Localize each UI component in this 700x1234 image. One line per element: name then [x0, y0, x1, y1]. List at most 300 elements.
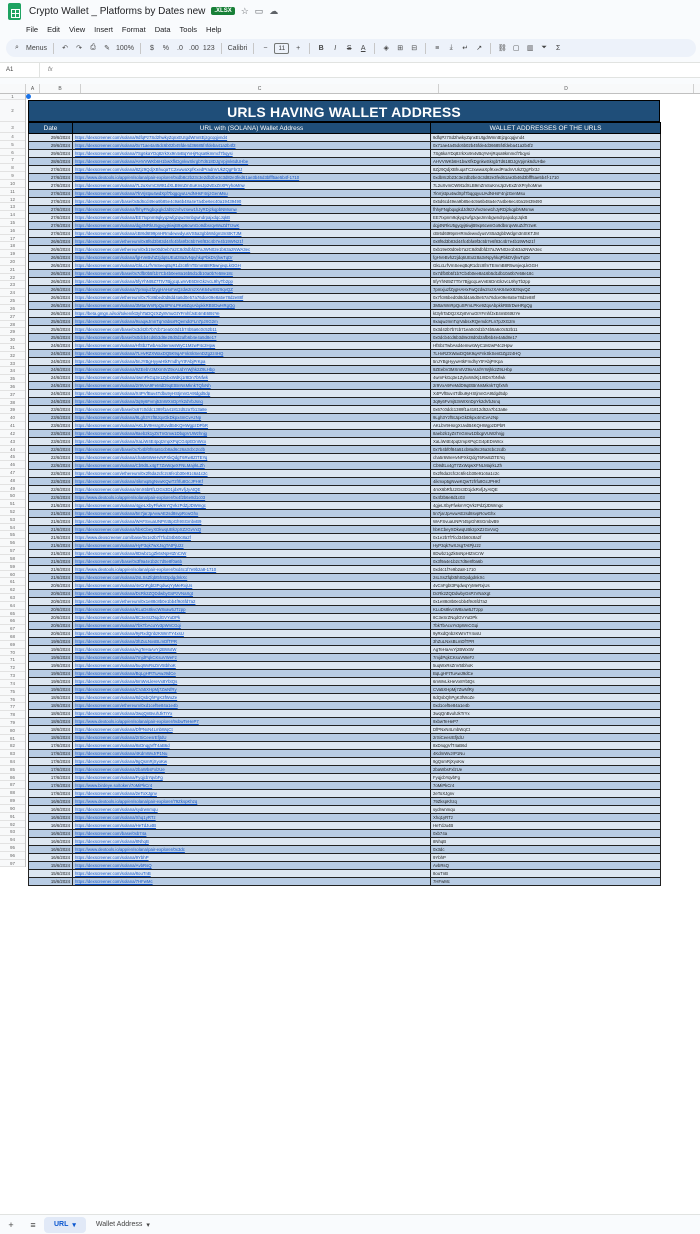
- cell-url[interactable]: https://dexscreener.com/solana/BqLgHFtTuAwJ9dCe: [73, 670, 431, 678]
- cell-url[interactable]: https://dexscreener.com/solana/7HFwMc: [73, 878, 431, 886]
- row-header[interactable]: 49: [0, 485, 25, 493]
- cell-url[interactable]: https://www.dextools.io/app/en/solana/pair-explorer/0x4f2b6e8d1c03: [73, 494, 431, 502]
- cell-address[interactable]: CVa5XHpMj7ZwNfRy: [431, 686, 661, 694]
- menu-item-tools[interactable]: Tools: [179, 24, 198, 34]
- spreadsheet-grid[interactable]: [0, 84, 700, 1214]
- row-header[interactable]: 44: [0, 446, 25, 454]
- cell-url[interactable]: https://dexscreener.com/solana/cha5r6WeHvNPXkQdgT6Rw8ZtTEYq: [73, 454, 431, 462]
- cell-date[interactable]: 28/6/2024: [29, 158, 73, 166]
- cell-url[interactable]: https://dexscreener.com/solana/sydrwnmqu: [73, 806, 431, 814]
- cell-date[interactable]: 21/6/2024: [29, 518, 73, 526]
- cell-date[interactable]: 21/6/2024: [29, 542, 73, 550]
- row-header[interactable]: 14: [0, 211, 25, 219]
- bold-icon[interactable]: B: [318, 44, 324, 52]
- cell-url[interactable]: https://dexscreener.com/solana/8NhqB: [73, 838, 431, 846]
- cell-address[interactable]: 4wmFkGq3e1ZybxWdKj1r8Dn7bNfwk: [431, 374, 661, 382]
- cell-url[interactable]: https://dexscreener.com/base/0x7b4bf0f84a51cb8ad6c26a3cbc2cdb: [73, 446, 431, 454]
- row-header[interactable]: 84: [0, 758, 25, 766]
- number-format-button[interactable]: 123: [202, 44, 215, 52]
- cell-url[interactable]: https://dexscreener.com/solana/2baWbsFxlzUe: [73, 766, 431, 774]
- row-header[interactable]: 24: [0, 289, 25, 297]
- cell-date[interactable]: 20/6/2024: [29, 598, 73, 606]
- row-header[interactable]: 42: [0, 430, 25, 438]
- menu-item-file[interactable]: File: [26, 24, 39, 34]
- cell-url[interactable]: https://dexscreener.com/solana/7mjdPqkCKsuVWeFz: [73, 654, 431, 662]
- cell-date[interactable]: 22/6/2024: [29, 494, 73, 502]
- row-header[interactable]: 20: [0, 258, 25, 266]
- cell-address[interactable]: 3MtarWnRpQuSPmLPKe9ZqsAbpkkRBtrDwHRgQg: [431, 302, 661, 310]
- cell-date[interactable]: 22/6/2024: [29, 454, 73, 462]
- merge-cells-icon[interactable]: ⊟: [411, 45, 418, 52]
- row-header[interactable]: 88: [0, 789, 25, 797]
- row-header[interactable]: 4: [0, 133, 25, 141]
- cell-url[interactable]: https://dexscreener.com/solana/5fyYhNt9Z7TtV7BjgcqLwVvE6DnGkzvcL9hyTb2pp: [73, 278, 431, 286]
- row-header[interactable]: 17: [0, 235, 25, 243]
- row-header[interactable]: 51: [0, 500, 25, 508]
- cell-date[interactable]: 27/6/2024: [29, 174, 73, 182]
- row-header[interactable]: 32: [0, 352, 25, 360]
- cell-date[interactable]: 27/6/2024: [29, 206, 73, 214]
- row-header[interactable]: 96: [0, 852, 25, 860]
- menu-item-edit[interactable]: Edit: [47, 24, 61, 34]
- cell-url[interactable]: https://www.dextools.io/app/en/solana/pair-explorer/79ZkspKhzq: [73, 798, 431, 806]
- cell-url[interactable]: https://dexscreener.com/solana/7pmxjuzfZygHAHxFwQzdw2rxzXAK64wX8z9qvQZ: [73, 286, 431, 294]
- cell-date[interactable]: 21/6/2024: [29, 510, 73, 518]
- row-header[interactable]: 10: [0, 180, 25, 188]
- cell-address[interactable]: 0x71ae4a45dc6b02b45fde4d36685f4fdeba41a2b4f2: [431, 142, 661, 150]
- row-header[interactable]: 43: [0, 438, 25, 446]
- cell-date[interactable]: 24/6/2024: [29, 382, 73, 390]
- row-header[interactable]: 81: [0, 735, 25, 743]
- cell-address[interactable]: 0x3f9a4e1b2c7d5e8f0a6b: [431, 558, 661, 566]
- cell-address[interactable]: kt3yhTaDQzXZy8VnuGtYFmhfJxE4mE6t9zYe: [431, 310, 661, 318]
- cell-address[interactable]: EE7Ixpnm9qkyqzwfgzqwJmnbgwndrpajxdqcJqkB: [431, 214, 661, 222]
- star-icon[interactable]: ☆: [240, 5, 249, 16]
- cell-date[interactable]: 17/6/2024: [29, 766, 73, 774]
- strikethrough-icon[interactable]: S: [346, 44, 352, 52]
- row-header[interactable]: 92: [0, 821, 25, 829]
- cell-url[interactable]: https://dexscreener.com/solana/4gjeLXbyFfwkmYQVkzPdZjJDWmgc: [73, 502, 431, 510]
- cell-address[interactable]: 5fyYhNt9Z7TtV7BjgcqLwVvE6DnGkzvcL9hyTb2pp: [431, 278, 661, 286]
- cell-address[interactable]: 2baWbsFxlzUe: [431, 766, 661, 774]
- cell-address[interactable]: dqj4NRkU5gyqyj6iwjB9xp6cwnGo9dbsrqvWuZdTrzwK: [431, 222, 661, 230]
- cell-date[interactable]: 27/6/2024: [29, 166, 73, 174]
- cell-address[interactable]: 7oMiPkCr4: [431, 782, 661, 790]
- row-header[interactable]: 6: [0, 149, 25, 157]
- cell-url[interactable]: https://dexscreener.com/ethereum/0xd1cef5e84a1e4b: [73, 702, 431, 710]
- cell-url[interactable]: https://dexscreener.com/base/0x7dfb0b5f1b7Cb4b0ee8a16b5d1db10a0b7e58e18c: [73, 270, 431, 278]
- cell-date[interactable]: 18/6/2024: [29, 694, 73, 702]
- row-header[interactable]: 76: [0, 696, 25, 704]
- cell-address[interactable]: 0xb19e00d0eb7a2C8d0dbfd37aJWN02e1b63a2NWA3ec: [431, 246, 661, 254]
- cell-address[interactable]: 5nJYBgHyywHtkFmdhyYtFAbjPrKpa: [431, 358, 661, 366]
- cell-url[interactable]: https://dexscreener.com/solana/XaLiW4E4pqtzmpXPqCG4pEDnWcx: [73, 438, 431, 446]
- cell-url[interactable]: https://dexscreener.com/solana/HfSbzTwbAsd4emwsWyC1MzwP4c2Hpw: [73, 342, 431, 350]
- cell-url[interactable]: https://dexscreener.com/solana/3q9y6Fvmj53nWXnDpYk2dVbJsnq: [73, 398, 431, 406]
- cell-address[interactable]: WAFSvuaUNPrt45pGh9SGmbvB9: [431, 518, 661, 526]
- row-header[interactable]: 71: [0, 656, 25, 664]
- cell-address[interactable]: AKLbV9HsrgXUvdB4KQHWgpzDPbR: [431, 422, 661, 430]
- cell-url[interactable]: https://dexscreener.com/solana/4wmFkGq3e1ZybxWdKj1r8Dn7bNfwk: [73, 374, 431, 382]
- document-title[interactable]: Crypto Wallet _ Platforms by Dates new: [29, 5, 206, 17]
- cell-url[interactable]: https://dexscreener.com/solana/2sLSsZfqbt5hSDpdgdnkXc: [73, 574, 431, 582]
- row-header[interactable]: 30: [0, 336, 25, 344]
- cell-date[interactable]: 17/6/2024: [29, 758, 73, 766]
- cell-address[interactable]: AgTeHaAvYj2BWxtW: [431, 646, 661, 654]
- cell-address[interactable]: 0xd1cef5e84a1e4b: [431, 702, 661, 710]
- cell-date[interactable]: 26/6/2024: [29, 294, 73, 302]
- row-header[interactable]: 37: [0, 391, 25, 399]
- row-header[interactable]: 21: [0, 266, 25, 274]
- cell-address[interactable]: GkLcLrfVmSeeqBqR1dzc8fmTEmmB8R5wnjeqLkGGH: [431, 262, 661, 270]
- move-icon[interactable]: ▭: [254, 5, 264, 16]
- fill-color-icon[interactable]: ◈: [383, 45, 389, 52]
- row-header[interactable]: 39: [0, 406, 25, 414]
- cell-url[interactable]: https://dexscreener.com/solana/9Lgh3Yzf5tJqxGkDkpx4mCvAzNp: [73, 414, 431, 422]
- cell-address[interactable]: 7L2uXvmCW9t1dXLB9mZmSuKnsJp2vExZnXPryhoMnw: [431, 182, 661, 190]
- cell-url[interactable]: https://beta.gmgn.ai/sol/token/kt3yhTaDQzXZy8VnuGtYFmhfJxE4mE6t9zYe: [73, 310, 431, 318]
- row-header[interactable]: 95: [0, 844, 25, 852]
- row-header[interactable]: 86: [0, 774, 25, 782]
- menu-item-help[interactable]: Help: [206, 24, 222, 34]
- cell-url[interactable]: https://dexscreener.com/solana/4mX6bRfLt2Gs3D1jdxRvfjJyAtQE: [73, 486, 431, 494]
- cell-date[interactable]: 19/6/2024: [29, 646, 73, 654]
- row-header[interactable]: 68: [0, 633, 25, 641]
- cell-date[interactable]: 19/6/2024: [29, 678, 73, 686]
- cell-address[interactable]: 8aeb2k1yZsTnGmw1DbqpVUWzhnjg: [431, 430, 661, 438]
- row-header[interactable]: 36: [0, 383, 25, 391]
- cell-url[interactable]: https://dexscreener.com/solana/3hZuLNxsBLmDfTPR: [73, 638, 431, 646]
- cell-address[interactable]: 7mjdPqkCKsuVWeFz: [431, 654, 661, 662]
- cell-url[interactable]: https://dexscreener.com/solana/dqj4NRkU5gyqyj6iwjB9xp6cwnGo9dbsrqvWuZdTrzwK: [73, 222, 431, 230]
- select-all-corner[interactable]: [0, 84, 26, 93]
- cell-url[interactable]: https://dexscreener.com/solana/AvbRsQ: [73, 862, 431, 870]
- comment-icon[interactable]: ▢: [512, 45, 520, 52]
- cell-date[interactable]: 16/6/2024: [29, 838, 73, 846]
- cell-date[interactable]: 16/6/2024: [29, 830, 73, 838]
- cell-url[interactable]: https://dexscreener.com/solana/9yRxdQnbzKWmTY4xsU: [73, 630, 431, 638]
- cell-date[interactable]: 24/6/2024: [29, 342, 73, 350]
- cell-address[interactable]: 0xdb8c2b23c3e2db2be3c3d82e3fed61ae3b46d3bfff5ae5b4f-1710: [431, 174, 661, 182]
- cell-url[interactable]: https://www.dextools.io/app/en/solana/pair-explorer/0x3dc: [73, 846, 431, 854]
- row-header[interactable]: 19: [0, 250, 25, 258]
- row-header[interactable]: 40: [0, 414, 25, 422]
- cell-url[interactable]: https://dexscreener.com/solana/DfPNxN4LmbWqCt: [73, 726, 431, 734]
- plus-icon[interactable]: +: [8, 1219, 14, 1230]
- row-header[interactable]: 50: [0, 492, 25, 500]
- paint-format-icon[interactable]: ✎: [104, 45, 110, 52]
- cell-date[interactable]: 16/6/2024: [29, 806, 73, 814]
- search-icon[interactable]: ⌕: [15, 44, 19, 51]
- cell-date[interactable]: 22/6/2024: [29, 486, 73, 494]
- cell-address[interactable]: 0x5d6cd49ea9b85e4c9a6b48a4e7a4be6ec40a19439490: [431, 198, 661, 206]
- cell-date[interactable]: 23/6/2024: [29, 414, 73, 422]
- text-wrap-icon[interactable]: ↵: [462, 45, 469, 52]
- menus-search[interactable]: Menus: [26, 44, 48, 52]
- cell-url[interactable]: https://dexscreener.com/solana/KLuDs8kvcW8xaw5JTzpp: [73, 606, 431, 614]
- row-header[interactable]: 55: [0, 531, 25, 539]
- cell-address[interactable]: 3q9y6Fvmj53nWXnDpYk2dVbJsnq: [431, 398, 661, 406]
- row-header[interactable]: 63: [0, 594, 25, 602]
- cell-date[interactable]: 19/6/2024: [29, 686, 73, 694]
- cell-date[interactable]: 20/6/2024: [29, 614, 73, 622]
- menu-item-format[interactable]: Format: [121, 24, 146, 34]
- cell-url[interactable]: https://dexscreener.com/solana/9ZEebV3MXmtVZ9xAUdYrWjhk2Z9LHbp: [73, 366, 431, 374]
- row-header[interactable]: 83: [0, 750, 25, 758]
- sheet-banner-title[interactable]: URLS HAVING WALLET ADDRESS: [28, 100, 660, 122]
- row-header[interactable]: 22: [0, 274, 25, 282]
- cell-address[interactable]: 2sLSsZfqbt5hSDpdgdnkXc: [431, 574, 661, 582]
- cell-url[interactable]: https://dexscreener.com/ethereum/0xb19e00d0eb7a2C8d0dbfd37aJWN02e1b63a2NWA3ec: [73, 246, 431, 254]
- cell-address[interactable]: 9YbhP: [431, 854, 661, 862]
- cell-date[interactable]: 19/6/2024: [29, 662, 73, 670]
- cell-url[interactable]: https://dexscreener.com/solana/4ikmxp5gNvwKQwTzfrfu8GcJPHKf: [73, 478, 431, 486]
- cell-url[interactable]: https://dexscreener.com/base/0xb74a: [73, 830, 431, 838]
- cell-date[interactable]: 27/6/2024: [29, 222, 73, 230]
- row-header[interactable]: 34: [0, 367, 25, 375]
- cell-url[interactable]: https://dexscreener.com/solana/8aeb2k1yZsTnGmw1DbqpVUWzhnjg: [73, 430, 431, 438]
- menu-item-view[interactable]: View: [69, 24, 86, 34]
- cell-url[interactable]: https://dexscreener.com/solana/5uqWxRsZnV5tbhoK: [73, 662, 431, 670]
- cell-date[interactable]: 24/6/2024: [29, 358, 73, 366]
- cell-date[interactable]: 18/6/2024: [29, 702, 73, 710]
- cell-url[interactable]: https://dexscreener.com/solana/9xaqwJmnTqrVabsxRQemdcFLn7pJXG2m: [73, 318, 431, 326]
- sheet-tab-url[interactable]: [44, 1217, 86, 1233]
- cell-address[interactable]: KLuDs8kvcW8xaw5JTzpp: [431, 606, 661, 614]
- cell-address[interactable]: 8dQsbQhPgK3fWoZe: [431, 694, 661, 702]
- sheets-logo-icon[interactable]: [8, 3, 21, 20]
- font-size-increase-icon[interactable]: +: [296, 44, 301, 52]
- cell-address[interactable]: 2eToXJgnv: [431, 790, 661, 798]
- cell-url[interactable]: https://dexscreener.com/solana/9dfqPz7Sd2hwkyZqnxEUtgdWmntEjzgcqqjvnd4: [73, 134, 431, 142]
- cell-date[interactable]: 20/6/2024: [29, 590, 73, 598]
- sheet-tab-wallet-address[interactable]: [86, 1217, 160, 1233]
- align-vertical-icon[interactable]: ⤓: [449, 44, 453, 51]
- cell-address[interactable]: 0x1e88c8b0e1bb4f9c6fd7a2: [431, 598, 661, 606]
- cell-date[interactable]: 18/6/2024: [29, 726, 73, 734]
- cell-address[interactable]: 7HFwMc: [431, 878, 661, 886]
- cell-url[interactable]: https://dexscreener.com/solana/4vCnFgbt3PqdwqYyMeRxjUs: [73, 582, 431, 590]
- cell-url[interactable]: https://dexscreener.com/solana/7Sg6kaYDq8zrkXx9n4vBqYvHjRqsa9kmmcf7bqysi: [73, 150, 431, 158]
- cell-url[interactable]: https://dexscreener.com/ethereum/0x1e88c8b0e1bb4f9c6fd7a2: [73, 598, 431, 606]
- cell-date[interactable]: 19/6/2024: [29, 654, 73, 662]
- cell-date[interactable]: 25/6/2024: [29, 318, 73, 326]
- cell-address[interactable]: 7pmxjuzfZygHAHxFwQzdw2rxzXAK64wX8z9qvQZ: [431, 286, 661, 294]
- cell-date[interactable]: 15/6/2024: [29, 878, 73, 886]
- cell-url[interactable]: https://www.dexscreener.com/base/0x1e2b7f7fcd34b60c8a2f: [73, 534, 431, 542]
- row-header[interactable]: 45: [0, 453, 25, 461]
- print-icon[interactable]: ⎙: [90, 44, 96, 51]
- cell-date[interactable]: 27/6/2024: [29, 190, 73, 198]
- cell-url[interactable]: https://dexscreener.com/solana/6mWvLkHeVx8YbtQs: [73, 678, 431, 686]
- cell-date[interactable]: 20/6/2024: [29, 630, 73, 638]
- functions-icon[interactable]: Σ: [556, 44, 561, 52]
- row-header[interactable]: 54: [0, 524, 25, 532]
- cell-url[interactable]: https://dexscreener.com/solana/9gQsmRjXyoKw: [73, 758, 431, 766]
- cell-url[interactable]: https://dexscreener.com/solana/CVa5XHpMj7ZwNfRy: [73, 686, 431, 694]
- row-header[interactable]: 2: [0, 100, 25, 122]
- cell-date[interactable]: 17/6/2024: [29, 742, 73, 750]
- row-header[interactable]: 66: [0, 617, 25, 625]
- italic-icon[interactable]: I: [334, 44, 337, 52]
- cell-date[interactable]: 26/6/2024: [29, 286, 73, 294]
- column-header-d[interactable]: D: [439, 84, 694, 93]
- cell-date[interactable]: 26/6/2024: [29, 310, 73, 318]
- row-header[interactable]: 52: [0, 508, 25, 516]
- row-header[interactable]: 80: [0, 727, 25, 735]
- cell-url[interactable]: https://dexscreener.com/ethereum/0x8f6d3b83d44fc4bfa9f3c5b7e6f83c4b7e4b19WN21f: [73, 238, 431, 246]
- cell-date[interactable]: 26/6/2024: [29, 246, 73, 254]
- link-icon[interactable]: ⛓: [497, 45, 507, 52]
- cell-url[interactable]: https://dexscreener.com/solana/GkLcLrfVmSeeqBqR1dzc8fmTEmmB8R5wnjeqLkGGH: [73, 262, 431, 270]
- cell-date[interactable]: 22/6/2024: [29, 462, 73, 470]
- cell-date[interactable]: 18/6/2024: [29, 710, 73, 718]
- row-header[interactable]: 93: [0, 828, 25, 836]
- row-header[interactable]: 53: [0, 516, 25, 524]
- row-header[interactable]: 82: [0, 742, 25, 750]
- name-box[interactable]: A1: [0, 63, 40, 77]
- cell-date[interactable]: 21/6/2024: [29, 566, 73, 574]
- cell-address[interactable]: 0x7b4bf0f84a51cb8ad6c26a3cbc2cdb: [431, 446, 661, 454]
- cell-address[interactable]: FyqjcbYqvbFg: [431, 774, 661, 782]
- row-header[interactable]: 91: [0, 813, 25, 821]
- cell-url[interactable]: https://dexscreener.com/solana/FyqjcbYqvbFg: [73, 774, 431, 782]
- row-header[interactable]: 48: [0, 477, 25, 485]
- cell-url[interactable]: https://dexscreener.com/solana/5n7jarJpAvwAE2sd8svpRcwGhx: [73, 510, 431, 518]
- cell-address[interactable]: BqLgHFtTuAwJ9dCe: [431, 670, 661, 678]
- cell-url[interactable]: https://www.dextools.io/app/en/solana/pair-explorer/9xbwTeHeP7: [73, 718, 431, 726]
- cell-address[interactable]: 0x2f6da2cfc2c6fe1b30e91c6a1c2c: [431, 470, 661, 478]
- cell-address[interactable]: 9Lgh3Yzf5tJqxGkDkpx4mCvAzNp: [431, 414, 661, 422]
- cell-address[interactable]: 3hZuLNxsBLmDfTPR: [431, 638, 661, 646]
- row-header[interactable]: 29: [0, 328, 25, 336]
- cell-address[interactable]: 0x3d42b7b7cb71ea0c0d1b74b5a6c0c52b11: [431, 326, 661, 334]
- cell-address[interactable]: 9ZEebV3MXmtVZ9xAUdYrWjhk2Z9LHbp: [431, 366, 661, 374]
- cell-address[interactable]: 7LHvRZXWaxDQ5K9qAFnkSkSenDZg2z4HQ: [431, 350, 661, 358]
- cell-address[interactable]: HyP3qk7wXJsgTAtPjU2z: [431, 542, 661, 550]
- filter-icon[interactable]: ⏷: [541, 44, 547, 51]
- cell-address[interactable]: fhhyFNgbqxgkdJd9zzvhvzsew1hJyRDjzkqpbNMsmw: [431, 206, 661, 214]
- cell-address[interactable]: 7bkTbAcuYv3pWnCGqi: [431, 622, 661, 630]
- row-header[interactable]: 12: [0, 196, 25, 204]
- cell-date[interactable]: 21/6/2024: [29, 526, 73, 534]
- row-header[interactable]: 5: [0, 141, 25, 149]
- row-header[interactable]: 58: [0, 555, 25, 563]
- increase-decimal-button[interactable]: .00: [189, 44, 199, 52]
- selection-handle[interactable]: [26, 94, 31, 99]
- row-header[interactable]: 15: [0, 219, 25, 227]
- font-size-decrease-icon[interactable]: −: [263, 44, 268, 52]
- cell-url[interactable]: https://dexscreener.com/base/0x0dcb4cd6b3d8e28d0d2afb6b4e4a5d8e17: [73, 334, 431, 342]
- cell-url[interactable]: https://dexscreener.com/solana/7bkTbAcuYv3pWnCGqi: [73, 622, 431, 630]
- currency-button[interactable]: $: [149, 44, 154, 52]
- row-header[interactable]: 35: [0, 375, 25, 383]
- row-header[interactable]: 73: [0, 672, 25, 680]
- row-header[interactable]: 75: [0, 688, 25, 696]
- cell-date[interactable]: 22/6/2024: [29, 478, 73, 486]
- cell-address[interactable]: 0x0dcb4cd6b3d8e28d0d2afb6b4e4a5d8e17: [431, 334, 661, 342]
- cell-date[interactable]: 26/6/2024: [29, 238, 73, 246]
- text-rotate-icon[interactable]: ↗: [476, 45, 483, 52]
- undo-icon[interactable]: ↶: [62, 45, 68, 52]
- cell-address[interactable]: 2rSiCeesrEfjtdU: [431, 734, 661, 742]
- cell-address[interactable]: 9gQsmRjXyoKw: [431, 758, 661, 766]
- chart-icon[interactable]: ▥: [526, 45, 534, 52]
- cell-date[interactable]: 24/6/2024: [29, 350, 73, 358]
- cell-address[interactable]: 2r9VxA9FeMdD9qEtBnNsMknkTQfxNh: [431, 382, 661, 390]
- cell-date[interactable]: 26/6/2024: [29, 302, 73, 310]
- cell-url[interactable]: https://dexscreener.com/solana/8C3eSrZNqdGVYuDPk: [73, 614, 431, 622]
- cell-address[interactable]: AHVVWKb6H1bwXfkDgnkwSkrgbTd618DJgVpjmk6dUHbe: [431, 158, 661, 166]
- zoom-select[interactable]: 100%: [116, 44, 134, 52]
- cell-address[interactable]: HfSbzTwbAsd4emwsWyC1MzwP4c2Hpw: [431, 342, 661, 350]
- cell-address[interactable]: 6mWvLkHeVx8YbtQs: [431, 678, 661, 686]
- cell-date[interactable]: 24/6/2024: [29, 398, 73, 406]
- cell-url[interactable]: https://dexscreener.com/solana/HyP3qk7wXJsgTAtPjU2z: [73, 542, 431, 550]
- cell-address[interactable]: 0x4f2b6e8d1c03: [431, 494, 661, 502]
- font-select[interactable]: Calibri: [227, 44, 248, 52]
- cell-address[interactable]: DfPNxN4LmbWqCt: [431, 726, 661, 734]
- row-header[interactable]: 13: [0, 203, 25, 211]
- cell-date[interactable]: 20/6/2024: [29, 622, 73, 630]
- cell-address[interactable]: AvbRsQ: [431, 862, 661, 870]
- cell-url[interactable]: https://dexscreener.com/solana/fgHVeBvhZzjdq6UEutz8a3vNpyhkqPbkDVjhwTqDr: [73, 254, 431, 262]
- row-header[interactable]: 38: [0, 399, 25, 407]
- cell-url[interactable]: https://dexscreener.com/solana/7kVrjstpu4wdXpf7bqgqyuUAdNHsF4njzGenMsu: [73, 190, 431, 198]
- cell-date[interactable]: 23/6/2024: [29, 422, 73, 430]
- cell-url[interactable]: https://dexscreener.com/solana/AgTeHaAvYj2BWxtW: [73, 646, 431, 654]
- cell-address[interactable]: HeTdJu4B: [431, 822, 661, 830]
- row-header[interactable]: 74: [0, 680, 25, 688]
- cell-url[interactable]: https://dexscreener.com/base/0x3d42b7b7cb71ea0c0d1b74b5a6c0c52b11: [73, 326, 431, 334]
- cell-date[interactable]: 18/6/2024: [29, 718, 73, 726]
- row-header[interactable]: 90: [0, 805, 25, 813]
- cell-date[interactable]: 24/6/2024: [29, 374, 73, 382]
- cell-address[interactable]: Xhq1yRTz: [431, 814, 661, 822]
- cell-url[interactable]: https://www.birdeye.so/token/7oMiPkCr4: [73, 782, 431, 790]
- row-header[interactable]: 25: [0, 297, 25, 305]
- cell-address[interactable]: 0xd4c1f7e9b2a8-1710: [431, 566, 661, 574]
- text-color-icon[interactable]: A: [360, 44, 366, 52]
- cell-date[interactable]: 21/6/2024: [29, 502, 73, 510]
- row-header[interactable]: 28: [0, 321, 25, 329]
- cell-date[interactable]: 20/6/2024: [29, 582, 73, 590]
- cell-address[interactable]: 4gjeLXbyFfwkmYQVkzPdZjJDWmgc: [431, 502, 661, 510]
- cell-address[interactable]: 4vCnFgbt3PqdwqYyMeRxjUs: [431, 582, 661, 590]
- header-url[interactable]: URL with (SOLANA) Wallet Address: [73, 123, 431, 134]
- cell-url[interactable]: https://dexscreener.com/solana/8xDnqgVfT4aB6d: [73, 742, 431, 750]
- cell-address[interactable]: 8Dwbz1gZk6sNpHtZnCrW: [431, 550, 661, 558]
- row-header[interactable]: 56: [0, 539, 25, 547]
- row-header[interactable]: 64: [0, 602, 25, 610]
- cell-url[interactable]: https://dexscreener.com/solana/WAFSvuaUNPrt45pGh9SGmbvB9: [73, 518, 431, 526]
- cell-address[interactable]: 4mX6bRfLt2Gs3D1jdxRvfjJyAtQE: [431, 486, 661, 494]
- cell-date[interactable]: 23/6/2024: [29, 438, 73, 446]
- cell-date[interactable]: 24/6/2024: [29, 390, 73, 398]
- cell-url[interactable]: https://dexscreener.com/solana/2eToXJgnv: [73, 790, 431, 798]
- cell-address[interactable]: 7Sg6kaYDq8zrkXx9n4vBqYvHjRqsa9kmmcf7bqysi: [431, 150, 661, 158]
- cell-date[interactable]: 27/6/2024: [29, 230, 73, 238]
- cell-date[interactable]: 19/6/2024: [29, 638, 73, 646]
- row-header[interactable]: 11: [0, 188, 25, 196]
- cell-date[interactable]: 17/6/2024: [29, 750, 73, 758]
- row-header[interactable]: 27: [0, 313, 25, 321]
- menu-icon[interactable]: ≡: [30, 1219, 36, 1230]
- cell-address[interactable]: fgHVeBvhZzjdq6UEutz8a3vNpyhkqPbkDVjhwTqDr: [431, 254, 661, 262]
- cell-url[interactable]: https://dexscreener.com/solana/fhhyFNgbqxgkdJd9zzvhvzsew1hJyRDjzkqpbNMsmw: [73, 206, 431, 214]
- cloud-icon[interactable]: ☁: [269, 5, 279, 16]
- cell-date[interactable]: 16/6/2024: [29, 814, 73, 822]
